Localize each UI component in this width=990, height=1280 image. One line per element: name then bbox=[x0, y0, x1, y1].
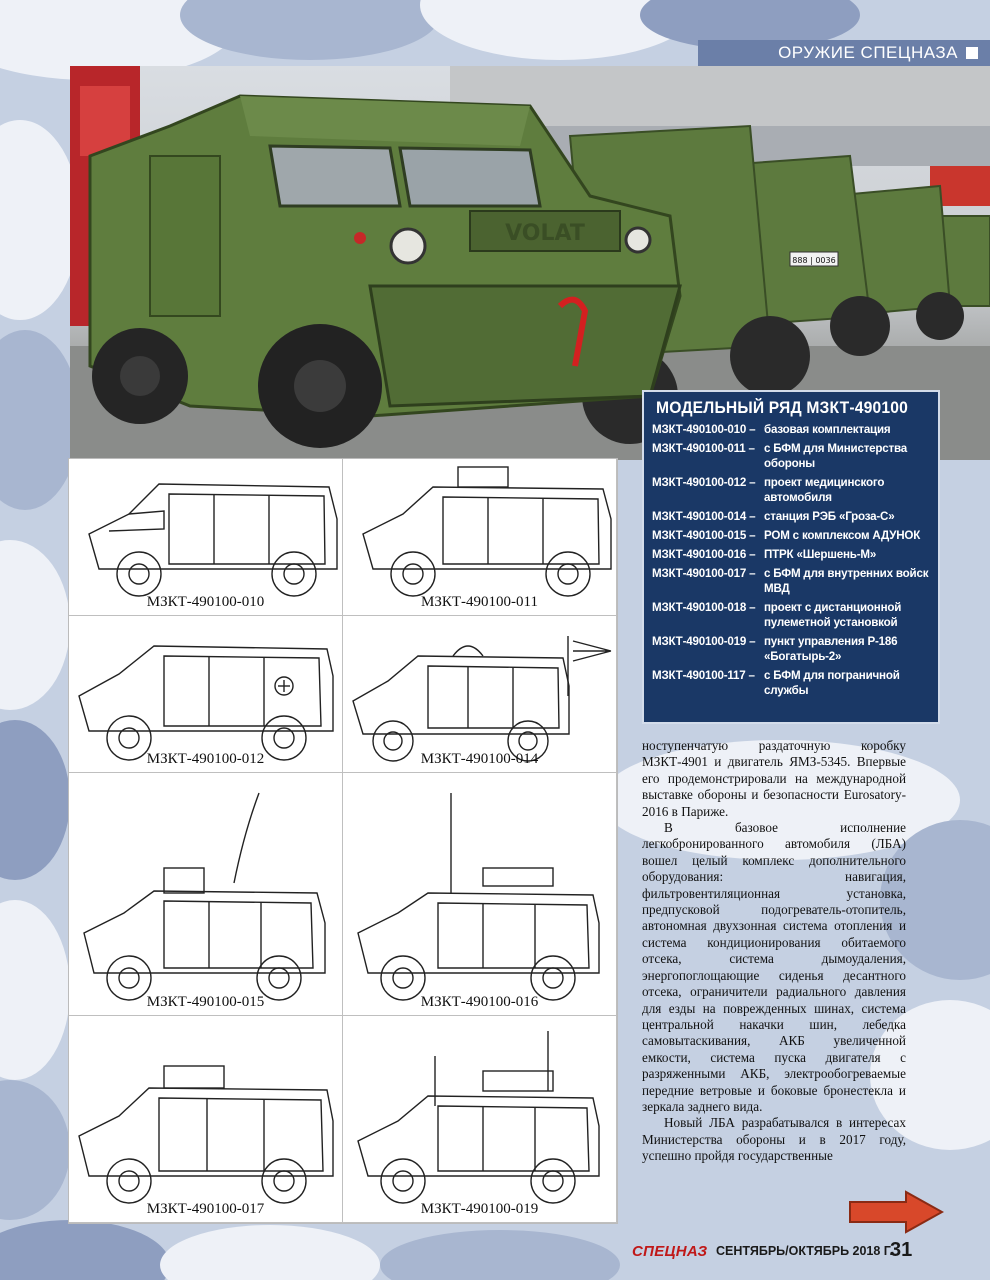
article-paragraph: ноступенчатую раздаточную коробку МЗКТ-4901 и двигатель ЯМЗ-5345. Впервые его продемонстрировали на международной выставке обороны и безопасности Eurosatory-2016 в Париже. bbox=[642, 738, 906, 819]
drawing-010 bbox=[69, 459, 343, 616]
vehicle-drawing-012 bbox=[69, 616, 343, 773]
continue-arrow-icon bbox=[848, 1190, 944, 1234]
vehicle-drawing-016 bbox=[343, 773, 617, 1016]
model-item bbox=[652, 600, 930, 630]
vehicle-drawing-019 bbox=[343, 1016, 617, 1223]
model-range-title: МОДЕЛЬНЫЙ РЯД МЗКТ-490100 bbox=[656, 398, 909, 417]
model-item bbox=[652, 528, 930, 543]
grille-logo: VOLAT bbox=[505, 221, 585, 246]
drawing-caption: МЗКТ-490100-016 bbox=[420, 994, 539, 1010]
drawing-017 bbox=[69, 1016, 343, 1223]
drawing-caption: МЗКТ-490100-011 bbox=[421, 594, 538, 610]
article-text bbox=[642, 738, 906, 1178]
drawing-caption: МЗКТ-490100-012 bbox=[146, 751, 265, 767]
model-item bbox=[652, 475, 930, 505]
page-number: 31 bbox=[890, 1239, 913, 1261]
model-code: МЗКТ-490100-019 – bbox=[652, 635, 756, 648]
model-description: с БФМ для пограничной службы bbox=[764, 669, 900, 697]
issue-date: СЕНТЯБРЬ/ОКТЯБРЬ 2018 Г. bbox=[716, 1244, 893, 1258]
model-description: с БФМ для Министерства обороны bbox=[764, 442, 908, 470]
vehicle-drawing-010 bbox=[69, 459, 343, 616]
drawing-019 bbox=[343, 1016, 617, 1223]
drawing-012 bbox=[69, 616, 343, 773]
model-description: ПТРК «Шершень-М» bbox=[764, 548, 877, 561]
model-code: МЗКТ-490100-018 – bbox=[652, 601, 756, 614]
model-code: МЗКТ-490100-016 – bbox=[652, 548, 756, 561]
model-description: РОМ с комплексом АДУНОК bbox=[764, 529, 921, 542]
model-item bbox=[652, 422, 930, 437]
drawing-015 bbox=[69, 773, 343, 1016]
model-code: МЗКТ-490100-011 – bbox=[652, 442, 755, 455]
drawing-011 bbox=[343, 459, 617, 616]
drawing-caption: МЗКТ-490100-015 bbox=[146, 994, 265, 1010]
model-code: МЗКТ-490100-012 – bbox=[652, 476, 756, 489]
model-description: пункт управления Р-186 «Богатырь-2» bbox=[764, 635, 898, 663]
model-item bbox=[652, 547, 930, 562]
model-description: базовая комплектация bbox=[764, 423, 891, 436]
drawing-caption: МЗКТ-490100-017 bbox=[146, 1201, 265, 1217]
drawing-caption: МЗКТ-490100-019 bbox=[420, 1201, 539, 1217]
model-code: МЗКТ-490100-015 – bbox=[652, 529, 756, 542]
model-code: МЗКТ-490100-017 – bbox=[652, 567, 756, 580]
model-item bbox=[652, 668, 930, 698]
model-description: проект медицинского автомобиля bbox=[764, 476, 885, 504]
model-item bbox=[652, 634, 930, 664]
model-range-list bbox=[652, 422, 930, 698]
model-item bbox=[652, 441, 930, 471]
vehicle-drawing-015 bbox=[69, 773, 343, 1016]
license-plate: 888 | 0036 bbox=[792, 256, 836, 265]
article-paragraph: Новый ЛБА разрабатывался в интересах Министерства обороны и в 2017 году, успешно пройдя государственные bbox=[642, 1115, 906, 1164]
model-code: МЗКТ-490100-014 – bbox=[652, 510, 756, 523]
model-item bbox=[652, 566, 930, 596]
model-code: МЗКТ-490100-117 – bbox=[652, 669, 755, 682]
section-title: ОРУЖИЕ СПЕЦНАЗА bbox=[778, 43, 958, 62]
vehicle-drawing-017 bbox=[69, 1016, 343, 1223]
model-description: станция РЭБ «Гроза-С» bbox=[764, 510, 895, 523]
article-paragraph: В базовое исполнение легкобронированного автомобиля (ЛБА) вошел целый комплекс дополнительного оборудования: навигация, фильтровентиляционная установка, предпусковой подогреватель-отопитель, автономная двухзонная система отопления и система кондиционирования обитаемого отсека, система дымоудаления, энергопоглощающие сиденья десантного отсека, ограничители радиального давления для езды на поврежденных шинах, система центральной накачки шин, лебедка самовытаскивания, АКБ увеличенной емкости, система пуска двигателя с разряженными АКБ, электрообогреваемые передние ветровые и боковые бронестекла и зеркала заднего вида. bbox=[642, 820, 906, 1114]
model-range-box bbox=[642, 390, 940, 724]
model-description: с БФМ для внутренних войск МВД bbox=[764, 567, 929, 595]
vehicle-drawing-014 bbox=[343, 616, 617, 773]
model-description: проект с дистанционной пулеметной установкой bbox=[764, 601, 902, 629]
page-footer bbox=[0, 1236, 990, 1266]
vehicle-drawing-011 bbox=[343, 459, 617, 616]
drawings-grid bbox=[68, 458, 618, 1224]
magazine-brand: СПЕЦНАЗ bbox=[632, 1243, 708, 1260]
model-code: МЗКТ-490100-010 – bbox=[652, 423, 756, 436]
model-item bbox=[652, 509, 930, 524]
section-header bbox=[698, 40, 990, 66]
drawing-caption: МЗКТ-490100-014 bbox=[420, 751, 539, 767]
drawing-016 bbox=[343, 773, 617, 1016]
drawing-caption: МЗКТ-490100-010 bbox=[146, 594, 265, 610]
drawing-014 bbox=[343, 616, 617, 773]
section-square-icon bbox=[966, 47, 978, 59]
